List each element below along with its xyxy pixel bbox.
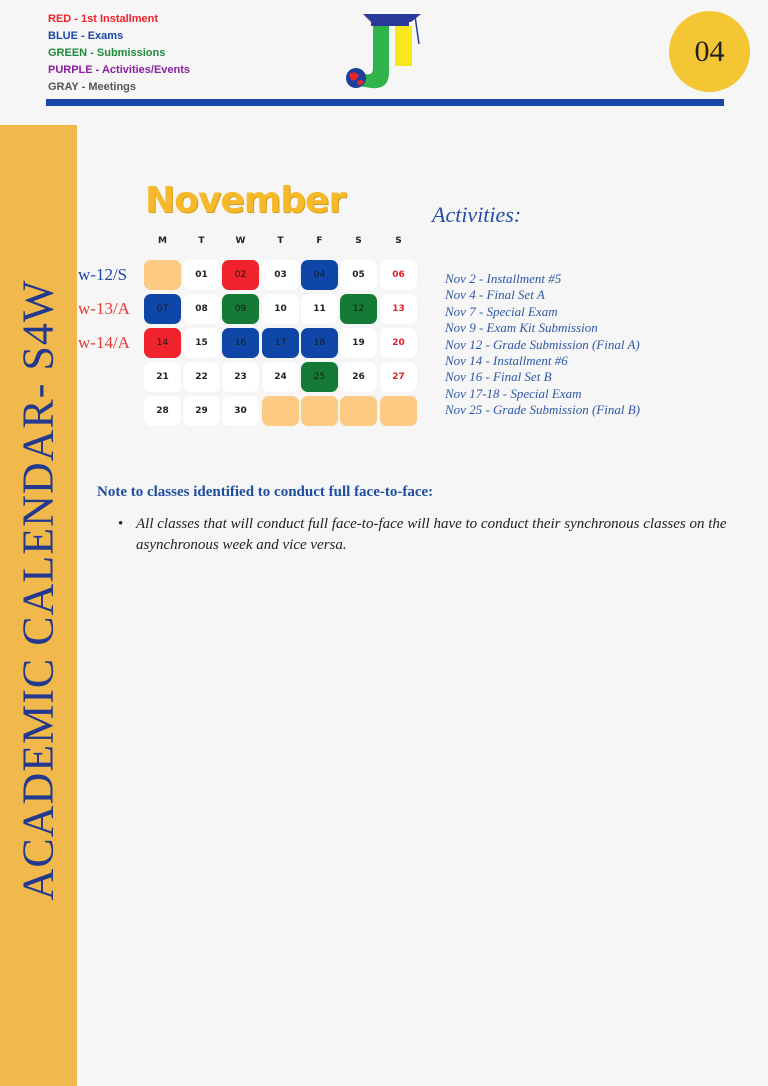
- calendar-day-cell: 28: [144, 396, 181, 426]
- calendar-day-cell: 18: [301, 328, 338, 358]
- activity-item: Nov 17-18 - Special Exam: [445, 385, 582, 401]
- day-of-week-label: T: [277, 236, 284, 246]
- activity-item: Nov 16 - Final Set B: [445, 369, 552, 385]
- school-logo: [341, 10, 423, 92]
- activity-item: Nov 7 - Special Exam: [445, 303, 558, 319]
- note-heading: Note to classes identified to conduct full face-to-face:: [97, 484, 434, 500]
- calendar-day-cell: 23: [222, 362, 259, 392]
- calendar-day-cell: 01: [183, 260, 220, 290]
- activities-list: [445, 271, 640, 419]
- calendar-day-cell: 29: [183, 396, 220, 426]
- day-of-week-label: S: [355, 236, 362, 246]
- calendar-day-cell: 06: [380, 260, 417, 290]
- calendar-empty-cell: [380, 396, 417, 426]
- calendar-day-cell: 08: [183, 294, 220, 324]
- note-bullet-text: All classes that will conduct full face-to-face will have to conduct their synchronous classes on the asynchronous week and vice versa.: [136, 516, 727, 553]
- calendar-day-cell: 17: [262, 328, 299, 358]
- note-bullet-item: [118, 514, 728, 556]
- calendar-day-cell: 11: [301, 294, 338, 324]
- calendar-day-cell: 26: [340, 362, 377, 392]
- calendar-day-cell: 04: [301, 260, 338, 290]
- activity-item: Nov 2 - Installment #5: [445, 271, 562, 286]
- day-of-week-label: S: [395, 236, 402, 246]
- legend-green: GREEN - Submissions: [48, 47, 166, 59]
- day-of-week-label: T: [198, 236, 205, 246]
- activity-item: Nov 9 - Exam Kit Submission: [445, 320, 598, 336]
- calendar-day-cell: 27: [380, 362, 417, 392]
- calendar-day-cell: 24: [262, 362, 299, 392]
- activity-item: Nov 14 - Installment #6: [445, 353, 568, 369]
- legend-purple: PURPLE - Activities/Events: [48, 64, 191, 76]
- calendar-day-cell: 15: [183, 328, 220, 358]
- calendar-empty-cell: [301, 396, 338, 426]
- calendar-empty-cell: [144, 260, 181, 290]
- activity-item: Nov 12 - Grade Submission (Final A): [445, 336, 640, 352]
- day-of-week-label: M: [158, 236, 167, 246]
- calendar-day-cell: 10: [262, 294, 299, 324]
- calendar-empty-cell: [340, 396, 377, 426]
- page-number-badge: [669, 11, 750, 92]
- calendar-day-cell: 30: [222, 396, 259, 426]
- activity-item: Nov 25 - Grade Submission (Final B): [445, 402, 640, 418]
- legend-red: RED - 1st Installment: [48, 13, 159, 25]
- calendar-day-cell: 03: [262, 260, 299, 290]
- calendar-day-cell: 05: [340, 260, 377, 290]
- week-label: w-13/A: [78, 299, 130, 318]
- color-legend: [48, 11, 190, 96]
- activity-item: Nov 4 - Final Set A: [445, 287, 545, 303]
- activities-title: Activities:: [432, 202, 522, 227]
- calendar-day-cell: 02: [222, 260, 259, 290]
- bullet-icon: •: [118, 516, 124, 532]
- day-of-week-label: W: [235, 236, 246, 246]
- calendar-day-cell: 25: [301, 362, 338, 392]
- calendar-day-cell: 21: [144, 362, 181, 392]
- legend-gray: GRAY - Meetings: [48, 81, 137, 93]
- calendar-day-cell: 20: [380, 328, 417, 358]
- calendar-day-cell: 16: [222, 328, 259, 358]
- legend-blue: BLUE - Exams: [48, 30, 124, 42]
- page-number: 04: [694, 34, 725, 68]
- calendar-day-cell: 19: [340, 328, 377, 358]
- calendar-day-cell: 07: [144, 294, 181, 324]
- calendar-day-cell: 12: [340, 294, 377, 324]
- week-label: w-14/A: [78, 333, 130, 352]
- day-of-week-label: F: [316, 236, 323, 246]
- week-label: w-12/S: [78, 265, 128, 284]
- calendar-empty-cell: [262, 396, 299, 426]
- calendar-day-cell: 14: [144, 328, 181, 358]
- header-divider: [46, 99, 724, 106]
- calendar-day-cell: 22: [183, 362, 220, 392]
- month-title: November: [145, 180, 346, 221]
- side-title: ACADEMIC CALENDAR- S4W: [13, 279, 63, 901]
- calendar-day-cell: 09: [222, 294, 259, 324]
- calendar-day-cell: 13: [380, 294, 417, 324]
